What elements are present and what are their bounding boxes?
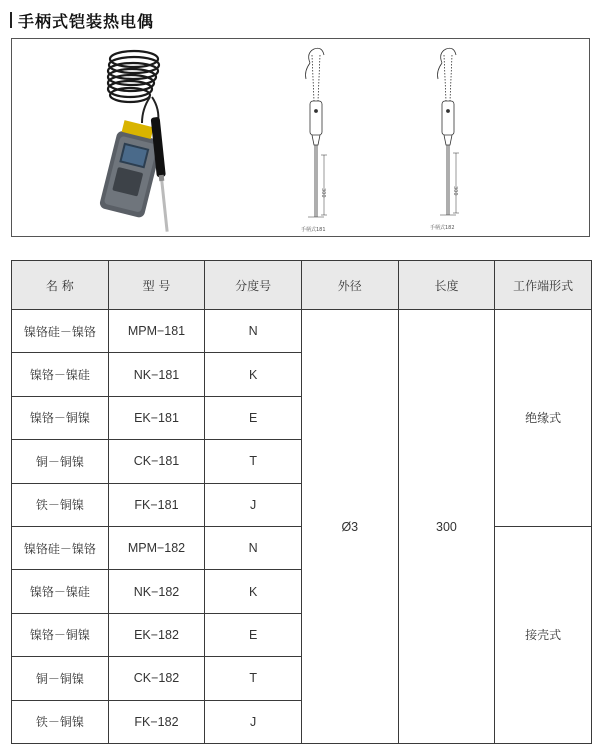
product-image-panel: [11, 38, 590, 237]
cell-index: K: [205, 570, 302, 613]
header-model: 型 号: [108, 261, 205, 310]
cell-index: T: [205, 440, 302, 483]
cell-model: NK−181: [108, 353, 205, 396]
cell-index: N: [205, 310, 302, 353]
cell-model: MPM−181: [108, 310, 205, 353]
cell-model: FK−182: [108, 700, 205, 743]
cell-name: 镍铬－铜镍: [12, 613, 109, 656]
cell-model: FK−181: [108, 483, 205, 526]
cell-name: 镍铬－镍硅: [12, 570, 109, 613]
cell-name: 镍铬－铜镍: [12, 396, 109, 439]
cell-model: CK−182: [108, 657, 205, 700]
header-index: 分度号: [205, 261, 302, 310]
cell-index: E: [205, 396, 302, 439]
cell-index: N: [205, 526, 302, 569]
cell-name: 铜－铜镍: [12, 440, 109, 483]
spec-table: [11, 260, 592, 744]
dimension-label-1: 300: [320, 188, 326, 198]
cell-model: EK−181: [108, 396, 205, 439]
drawing-caption-2: 手柄式182: [430, 225, 455, 231]
cell-name: 铜－铜镍: [12, 657, 109, 700]
cell-name: 铁－铜镍: [12, 700, 109, 743]
cell-index: J: [205, 700, 302, 743]
header-length: 长度: [398, 261, 495, 310]
cell-index: T: [205, 657, 302, 700]
product-illustration: [12, 39, 589, 236]
header-work-end: 工作端形式: [495, 261, 592, 310]
cell-name: 铁－铜镍: [12, 483, 109, 526]
cell-model: MPM−182: [108, 526, 205, 569]
cell-work-end-grounded: 接壳式: [495, 526, 592, 743]
drawing-caption-1: 手柄式181: [301, 227, 326, 233]
header-diameter: 外径: [301, 261, 398, 310]
cell-work-end-insulated: 绝缘式: [495, 310, 592, 527]
cell-length: 300: [398, 310, 495, 744]
title-accent-bar: [10, 12, 12, 28]
cell-name: 镍铬硅－镍铬: [12, 310, 109, 353]
cell-model: CK−181: [108, 440, 205, 483]
cell-index: E: [205, 613, 302, 656]
cell-index: J: [205, 483, 302, 526]
cell-diameter: Ø3: [301, 310, 398, 744]
thermometer-photo: [99, 51, 172, 232]
cell-model: EK−182: [108, 613, 205, 656]
page-title-row: [10, 8, 154, 32]
cell-name: 镍铬硅－镍铬: [12, 526, 109, 569]
dimension-label-2: 300: [452, 186, 458, 196]
cell-model: NK−182: [108, 570, 205, 613]
header-name: 名 称: [12, 261, 109, 310]
cell-index: K: [205, 353, 302, 396]
cell-name: 镍铬－镍硅: [12, 353, 109, 396]
page-title: 手柄式铠装热电偶: [18, 11, 155, 31]
table-row: [12, 310, 592, 353]
table-header-row: [12, 261, 592, 310]
